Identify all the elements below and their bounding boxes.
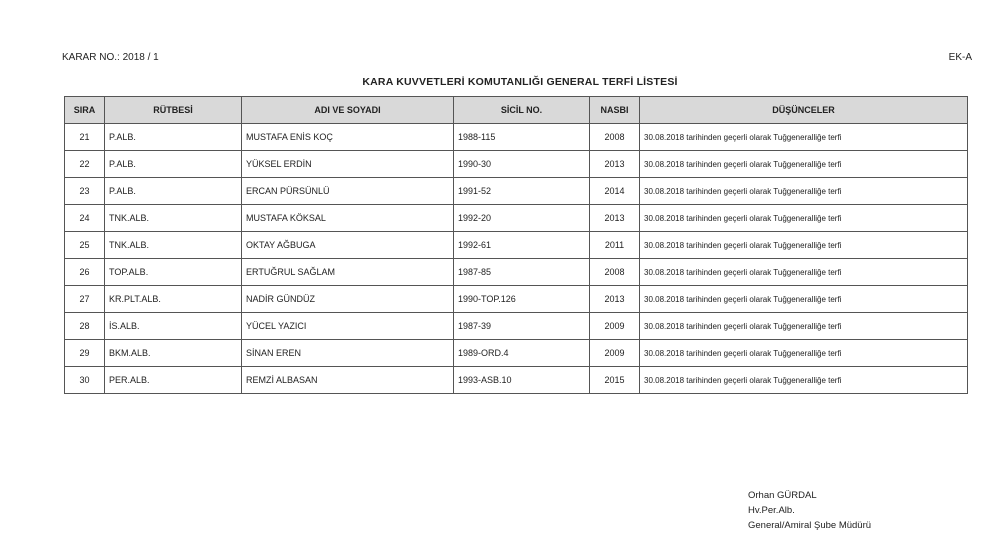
cell-adi-soyadi: YÜKSEL ERDİN [242, 151, 454, 178]
table-row [65, 286, 968, 313]
cell-sira: 21 [65, 124, 105, 151]
cell-sicil-no: 1987-39 [454, 313, 590, 340]
cell-nasbi: 2009 [590, 340, 640, 367]
cell-dusunceler: 30.08.2018 tarihinden geçerli olarak Tuğgeneralliğe terfi [640, 232, 968, 259]
cell-nasbi: 2013 [590, 205, 640, 232]
cell-adi-soyadi: YÜCEL YAZICI [242, 313, 454, 340]
cell-adi-soyadi: MUSTAFA ENİS KOÇ [242, 124, 454, 151]
column-header-adi-soyadi: ADI VE SOYADI [242, 97, 454, 124]
table-row [65, 367, 968, 394]
cell-adi-soyadi: OKTAY AĞBUGA [242, 232, 454, 259]
table-row [65, 313, 968, 340]
signatory-name: Orhan GÜRDAL [748, 490, 817, 501]
cell-adi-soyadi: SİNAN EREN [242, 340, 454, 367]
cell-adi-soyadi: NADİR GÜNDÜZ [242, 286, 454, 313]
cell-sicil-no: 1991-52 [454, 178, 590, 205]
cell-rutbe: TNK.ALB. [105, 205, 242, 232]
signatory-rank: Hv.Per.Alb. [748, 505, 795, 516]
cell-nasbi: 2014 [590, 178, 640, 205]
column-header-rutbesi: RÜTBESİ [105, 97, 242, 124]
cell-nasbi: 2008 [590, 124, 640, 151]
promotion-table [64, 96, 968, 394]
cell-sira: 24 [65, 205, 105, 232]
cell-nasbi: 2009 [590, 313, 640, 340]
cell-sicil-no: 1992-20 [454, 205, 590, 232]
cell-nasbi: 2013 [590, 151, 640, 178]
column-header-sira: SIRA [65, 97, 105, 124]
table-row [65, 259, 968, 286]
cell-nasbi: 2015 [590, 367, 640, 394]
cell-rutbe: P.ALB. [105, 151, 242, 178]
cell-rutbe: P.ALB. [105, 124, 242, 151]
cell-dusunceler: 30.08.2018 tarihinden geçerli olarak Tuğgeneralliğe terfi [640, 313, 968, 340]
table-header-row [65, 97, 968, 124]
signatory-position: General/Amiral Şube Müdürü [748, 520, 872, 531]
cell-sicil-no: 1990-30 [454, 151, 590, 178]
cell-dusunceler: 30.08.2018 tarihinden geçerli olarak Tuğgeneralliğe terfi [640, 340, 968, 367]
cell-sicil-no: 1988-115 [454, 124, 590, 151]
cell-dusunceler: 30.08.2018 tarihinden geçerli olarak Tuğgeneralliğe terfi [640, 367, 968, 394]
cell-dusunceler: 30.08.2018 tarihinden geçerli olarak Tuğgeneralliğe terfi [640, 205, 968, 232]
cell-dusunceler: 30.08.2018 tarihinden geçerli olarak Tuğgeneralliğe terfi [640, 151, 968, 178]
cell-rutbe: BKM.ALB. [105, 340, 242, 367]
cell-sicil-no: 1990-TOP.126 [454, 286, 590, 313]
cell-adi-soyadi: REMZİ ALBASAN [242, 367, 454, 394]
cell-sira: 23 [65, 178, 105, 205]
cell-sicil-no: 1989-ORD.4 [454, 340, 590, 367]
cell-rutbe: P.ALB. [105, 178, 242, 205]
column-header-nasbi: NASBI [590, 97, 640, 124]
table-row [65, 205, 968, 232]
cell-sicil-no: 1992-61 [454, 232, 590, 259]
cell-dusunceler: 30.08.2018 tarihinden geçerli olarak Tuğgeneralliğe terfi [640, 286, 968, 313]
cell-sira: 25 [65, 232, 105, 259]
table-body [65, 124, 968, 394]
cell-sira: 30 [65, 367, 105, 394]
cell-nasbi: 2011 [590, 232, 640, 259]
table-row [65, 232, 968, 259]
cell-sira: 26 [65, 259, 105, 286]
column-header-dusunceler: DÜŞÜNCELER [640, 97, 968, 124]
cell-dusunceler: 30.08.2018 tarihinden geçerli olarak Tuğgeneralliğe terfi [640, 178, 968, 205]
decision-reference: KARAR NO.: 2018 / 1 [62, 52, 159, 63]
cell-sira: 27 [65, 286, 105, 313]
cell-dusunceler: 30.08.2018 tarihinden geçerli olarak Tuğgeneralliğe terfi [640, 124, 968, 151]
cell-rutbe: KR.PLT.ALB. [105, 286, 242, 313]
annex-label: EK-A [948, 52, 972, 63]
cell-adi-soyadi: ERCAN PÜRSÜNLÜ [242, 178, 454, 205]
cell-rutbe: TNK.ALB. [105, 232, 242, 259]
cell-dusunceler: 30.08.2018 tarihinden geçerli olarak Tuğgeneralliğe terfi [640, 259, 968, 286]
cell-adi-soyadi: MUSTAFA KÖKSAL [242, 205, 454, 232]
signature-block [748, 488, 871, 533]
cell-sira: 22 [65, 151, 105, 178]
cell-sira: 29 [65, 340, 105, 367]
cell-nasbi: 2013 [590, 286, 640, 313]
cell-rutbe: PER.ALB. [105, 367, 242, 394]
cell-nasbi: 2008 [590, 259, 640, 286]
table-row [65, 124, 968, 151]
cell-adi-soyadi: ERTUĞRUL SAĞLAM [242, 259, 454, 286]
table-row [65, 178, 968, 205]
column-header-sicil-no: SİCİL NO. [454, 97, 590, 124]
cell-sicil-no: 1993-ASB.10 [454, 367, 590, 394]
document-title: KARA KUVVETLERİ KOMUTANLIĞI GENERAL TERFİ LİSTESİ [362, 76, 678, 88]
cell-sicil-no: 1987-85 [454, 259, 590, 286]
table-row [65, 340, 968, 367]
table-row [65, 151, 968, 178]
cell-sira: 28 [65, 313, 105, 340]
cell-rutbe: İS.ALB. [105, 313, 242, 340]
cell-rutbe: TOP.ALB. [105, 259, 242, 286]
